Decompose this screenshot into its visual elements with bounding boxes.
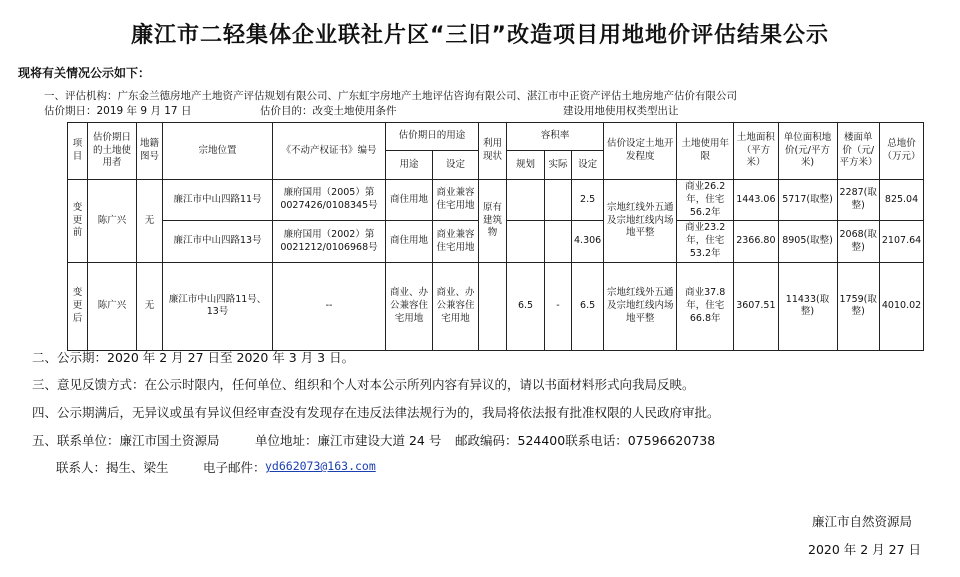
after-set: 商业、办公兼容住宅用地	[433, 262, 479, 350]
table-header-row	[68, 123, 924, 151]
contact-person: 联系人：揭生、梁生	[56, 460, 169, 475]
header-location: 宗地位置	[163, 123, 273, 180]
header-status: 利用现状	[479, 123, 507, 180]
header-far-plan: 规划	[507, 151, 545, 180]
after-dev: 宗地红线外五通及宗地红线内场地平整	[604, 262, 677, 350]
issuer-org: 廉江市自然资源局	[812, 514, 913, 529]
before-total-2: 2107.64	[879, 221, 923, 262]
before-map: 无	[137, 180, 163, 263]
before-cert-2: 廉府国用（2002）第0021212/0106968号	[273, 221, 386, 262]
before-floor-price-2: 2068(取整)	[837, 221, 879, 262]
publicity-period: 二、公示期：2020 年 2 月 27 日至 2020 年 3 月 3 日。	[32, 350, 355, 365]
header-dev: 估价设定土地开发程度	[604, 123, 677, 180]
before-set-1: 商业兼容住宅用地	[433, 180, 479, 221]
after-status	[479, 262, 507, 350]
header-map: 地籍图号	[137, 123, 163, 180]
header-cert: 《不动产权证书》编号	[273, 123, 386, 180]
valuation-date: 估价期日：2019 年 9 月 17 日	[44, 105, 192, 117]
header-unit-price: 单位面积地价(元/平方米)	[778, 123, 837, 180]
header-user: 估价期日的土地使用者	[88, 123, 137, 180]
header-area: 土地面积（平方米）	[734, 123, 778, 180]
before-location-1: 廉江市中山四路11号	[163, 180, 273, 221]
table-row	[68, 262, 924, 350]
after-term: 商业37.8年，住宅66.8年	[677, 262, 734, 350]
after-cert: --	[273, 262, 386, 350]
after-total: 4010.02	[879, 262, 923, 350]
before-dev: 宗地红线外五通及宗地红线内场地平整	[604, 180, 677, 263]
email-label: 电子邮件：	[203, 460, 266, 475]
header-far-actual: 实际	[545, 151, 572, 180]
valuation-purpose: 估价目的：改变土地使用条件	[260, 105, 397, 117]
after-far-actual: -	[545, 262, 572, 350]
header-set-sub: 设定	[433, 151, 479, 180]
after-floor-price: 1759(取整)	[837, 262, 879, 350]
header-total: 总地价（万元）	[879, 123, 923, 180]
before-far-actual-1	[545, 180, 572, 221]
header-floor-price: 楼面单价（元/平方米）	[837, 123, 879, 180]
before-location-2: 廉江市中山四路13号	[163, 221, 273, 262]
feedback-method: 三、意见反馈方式：在公示时限内，任何单位、组织和个人对本公示所列内容有异议的，请以书面材料形式向我局反映。	[32, 377, 695, 392]
before-use-2: 商住用地	[386, 221, 433, 262]
postcode-phone: 邮政编码：524400联系电话：07596620738	[455, 433, 716, 448]
before-term-2: 商业23.2年，住宅53.2年	[677, 221, 734, 262]
after-map: 无	[137, 262, 163, 350]
before-far-set-1: 2.5	[572, 180, 604, 221]
table-row	[68, 180, 924, 221]
unit-address: 单位地址：廉江市建设大道 24 号	[255, 433, 442, 448]
before-far-set-2: 4.306	[572, 221, 604, 262]
header-far-set: 设定	[572, 151, 604, 180]
intro-text: 现将有关情况公示如下：	[18, 66, 151, 80]
email-link[interactable]: yd662073@163.com	[265, 459, 376, 473]
before-set-2: 商业兼容住宅用地	[433, 221, 479, 262]
header-use-group: 估价期日的用途	[386, 123, 479, 151]
before-term-1: 商业26.2年，住宅56.2年	[677, 180, 734, 221]
before-user: 陈广兴	[88, 180, 137, 263]
after-use: 商业、办公兼容住宅用地	[386, 262, 433, 350]
header-term: 土地使用年限	[677, 123, 734, 180]
before-label: 变更前	[68, 180, 88, 263]
before-unit-price-2: 8905(取整)	[778, 221, 837, 262]
before-far-actual-2	[545, 221, 572, 262]
header-item: 项目	[68, 123, 88, 180]
after-user: 陈广兴	[88, 262, 137, 350]
agencies-line: 一、评估机构：广东金兰德房地产土地资产评估规划有限公司、广东虹宇房地产土地评估咨询有限公司、湛江市中正资产评估土地房地产估价有限公司	[44, 90, 737, 102]
header-use-sub: 用途	[386, 151, 433, 180]
land-right-type: 建设用地使用权类型出让	[563, 105, 679, 117]
before-far-plan-2	[507, 221, 545, 262]
after-far-plan: 6.5	[507, 262, 545, 350]
before-cert-1: 廉府国用（2005）第0027426/0108345号	[273, 180, 386, 221]
before-unit-price-1: 5717(取整)	[778, 180, 837, 221]
valuation-table	[67, 122, 924, 351]
before-use-1: 商住用地	[386, 180, 433, 221]
after-unit-price: 11433(取整)	[778, 262, 837, 350]
contact-unit: 五、联系单位：廉江市国土资源局	[32, 433, 220, 448]
after-publicity: 四、公示期满后，无异议或虽有异议但经审查没有发现存在违反法律法规行为的，我局将依法报有批准权限的人民政府审批。	[32, 405, 720, 420]
after-far-set: 6.5	[572, 262, 604, 350]
before-total-1: 825.04	[879, 180, 923, 221]
after-label: 变更后	[68, 262, 88, 350]
before-area-2: 2366.80	[734, 221, 778, 262]
before-floor-price-1: 2287(取整)	[837, 180, 879, 221]
issue-date: 2020 年 2 月 27 日	[808, 542, 922, 557]
before-far-plan-1	[507, 180, 545, 221]
before-status: 原有建筑物	[479, 180, 507, 263]
header-far-group: 容积率	[507, 123, 604, 151]
before-area-1: 1443.06	[734, 180, 778, 221]
page-title: 廉江市二轻集体企业联社片区“三旧”改造项目用地地价评估结果公示	[131, 23, 829, 48]
after-area: 3607.51	[734, 262, 778, 350]
after-location: 廉江市中山四路11号、13号	[163, 262, 273, 350]
